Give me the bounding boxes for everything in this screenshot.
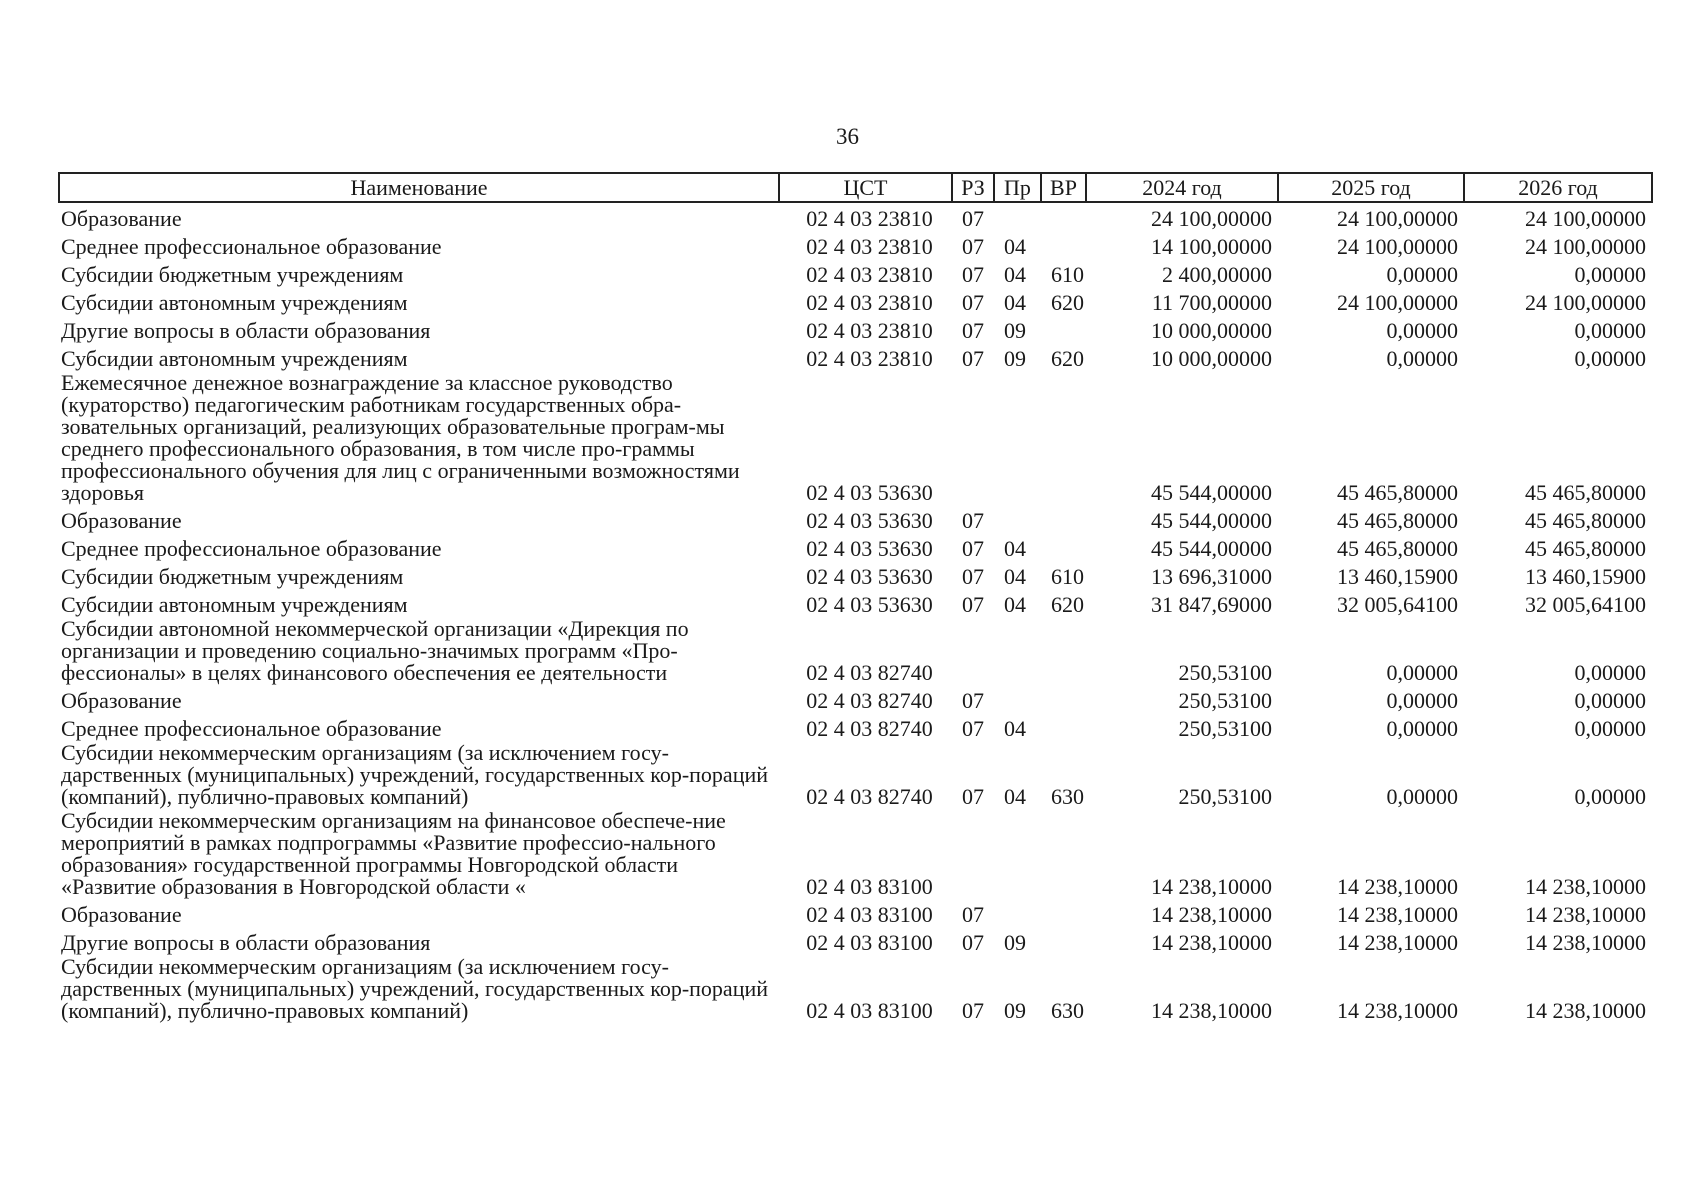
cell-cst: 02 4 03 83100 xyxy=(806,998,933,1023)
cell-2024: 250,53100 xyxy=(1178,660,1272,685)
cell-rz: 07 xyxy=(962,318,984,343)
cell-2026: 45 465,80000 xyxy=(1525,508,1646,533)
cell-2026: 0,00000 xyxy=(1574,784,1646,809)
cell-cst: 02 4 03 23810 xyxy=(806,318,933,343)
table-row xyxy=(59,505,1652,533)
cell-rz xyxy=(952,371,994,505)
cell-2025: 14 238,10000 xyxy=(1337,930,1458,955)
cell-2025: 32 005,64100 xyxy=(1337,592,1458,617)
cell-2025: 13 460,15900 xyxy=(1337,564,1458,589)
cell-2026: 45 465,80000 xyxy=(1525,536,1646,561)
cell-rz xyxy=(952,617,994,685)
cell-2026: 24 100,00000 xyxy=(1525,290,1646,315)
cell-2025: 45 465,80000 xyxy=(1337,508,1458,533)
cell-rz: 07 xyxy=(962,902,984,927)
cell-cst: 02 4 03 53630 xyxy=(806,592,933,617)
cell-rz: 07 xyxy=(962,536,984,561)
cell-2025: 24 100,00000 xyxy=(1337,290,1458,315)
cell-rz: 07 xyxy=(962,346,984,371)
table-row xyxy=(59,259,1652,287)
cell-2024: 2 400,00000 xyxy=(1162,262,1272,287)
cell-2026: 0,00000 xyxy=(1574,346,1646,371)
cell-2026: 0,00000 xyxy=(1574,262,1646,287)
cell-cst: 02 4 03 23810 xyxy=(806,234,933,259)
cell-rz xyxy=(952,809,994,899)
cell-cst: 02 4 03 23810 xyxy=(806,290,933,315)
cell-pr: 04 xyxy=(1004,564,1026,589)
cell-rz: 07 xyxy=(962,688,984,713)
cell-name: Субсидии автономным учреждениям xyxy=(61,592,408,617)
cell-cst: 02 4 03 82740 xyxy=(806,688,933,713)
cell-pr xyxy=(994,809,1041,899)
table-row xyxy=(59,809,1652,899)
cell-vr: 630 xyxy=(1051,998,1084,1023)
cell-name: Образование xyxy=(61,688,182,713)
cell-vr: 620 xyxy=(1051,346,1084,371)
cell-vr: 630 xyxy=(1051,784,1084,809)
header-rz: РЗ xyxy=(952,173,994,202)
table-row xyxy=(59,955,1652,1023)
table-row xyxy=(59,533,1652,561)
cell-rz: 07 xyxy=(962,592,984,617)
cell-2025: 14 238,10000 xyxy=(1337,902,1458,927)
cell-2024: 250,53100 xyxy=(1178,688,1272,713)
cell-2024: 24 100,00000 xyxy=(1151,206,1272,231)
table-row xyxy=(59,231,1652,259)
cell-pr: 04 xyxy=(1004,536,1026,561)
cell-vr: 620 xyxy=(1051,592,1084,617)
cell-2024: 250,53100 xyxy=(1178,716,1272,741)
cell-vr: 620 xyxy=(1051,290,1084,315)
cell-vr xyxy=(1041,713,1086,741)
cell-pr: 04 xyxy=(1004,234,1026,259)
header-pr: Пр xyxy=(994,173,1041,202)
cell-2024: 31 847,69000 xyxy=(1151,592,1272,617)
cell-name: Субсидии бюджетным учреждениям xyxy=(61,564,404,589)
cell-name: Субсидии автономным учреждениям xyxy=(61,346,408,371)
cell-name: Образование xyxy=(61,206,182,231)
cell-2025: 0,00000 xyxy=(1386,688,1458,713)
cell-2026: 14 238,10000 xyxy=(1525,902,1646,927)
cell-pr: 04 xyxy=(1004,716,1026,741)
cell-rz: 07 xyxy=(962,998,984,1023)
cell-cst: 02 4 03 82740 xyxy=(806,716,933,741)
cell-vr: 610 xyxy=(1051,564,1084,589)
cell-2025: 14 238,10000 xyxy=(1337,998,1458,1023)
cell-2024: 14 238,10000 xyxy=(1151,874,1272,899)
cell-cst: 02 4 03 53630 xyxy=(806,480,933,505)
cell-rz: 07 xyxy=(962,234,984,259)
cell-cst: 02 4 03 53630 xyxy=(806,508,933,533)
header-vr: ВР xyxy=(1041,173,1086,202)
cell-name: Субсидии автономной некоммерческой организации «Дирекция по организации и проведению социально-значимых программ «Про-фессионалы» в целях финансового обеспечения ее деятельности xyxy=(61,616,689,685)
cell-2024: 14 238,10000 xyxy=(1151,902,1272,927)
cell-pr: 04 xyxy=(1004,592,1026,617)
table-row xyxy=(59,287,1652,315)
cell-cst: 02 4 03 23810 xyxy=(806,262,933,287)
table-row xyxy=(59,617,1652,685)
cell-rz: 07 xyxy=(962,290,984,315)
cell-2024: 14 238,10000 xyxy=(1151,998,1272,1023)
header-2024: 2024 год xyxy=(1086,173,1278,202)
cell-2026: 24 100,00000 xyxy=(1525,234,1646,259)
cell-2024: 11 700,00000 xyxy=(1151,290,1272,315)
cell-pr: 09 xyxy=(1004,346,1026,371)
cell-2025: 0,00000 xyxy=(1386,784,1458,809)
cell-2025: 0,00000 xyxy=(1386,262,1458,287)
cell-name: Образование xyxy=(61,508,182,533)
cell-rz: 07 xyxy=(962,716,984,741)
cell-vr xyxy=(1041,371,1086,505)
cell-2025: 24 100,00000 xyxy=(1337,234,1458,259)
cell-rz: 07 xyxy=(962,262,984,287)
cell-pr xyxy=(994,371,1041,505)
cell-vr xyxy=(1041,809,1086,899)
cell-2025: 0,00000 xyxy=(1386,660,1458,685)
cell-pr: 04 xyxy=(1004,290,1026,315)
header-2026: 2026 год xyxy=(1464,173,1652,202)
cell-vr xyxy=(1041,231,1086,259)
cell-cst: 02 4 03 82740 xyxy=(806,784,933,809)
header-name: Наименование xyxy=(59,173,779,202)
cell-2026: 14 238,10000 xyxy=(1525,930,1646,955)
cell-name: Другие вопросы в области образования xyxy=(61,930,431,955)
cell-2026: 0,00000 xyxy=(1574,716,1646,741)
cell-vr xyxy=(1041,927,1086,955)
cell-2026: 24 100,00000 xyxy=(1525,206,1646,231)
cell-pr: 09 xyxy=(1004,998,1026,1023)
cell-2026: 0,00000 xyxy=(1574,318,1646,343)
cell-cst: 02 4 03 23810 xyxy=(806,206,933,231)
budget-table xyxy=(58,172,1653,1023)
cell-2025: 45 465,80000 xyxy=(1337,536,1458,561)
table-row xyxy=(59,561,1652,589)
cell-2024: 250,53100 xyxy=(1178,784,1272,809)
cell-2025: 0,00000 xyxy=(1386,318,1458,343)
cell-pr xyxy=(994,617,1041,685)
cell-name: Среднее профессиональное образование xyxy=(61,536,442,561)
cell-vr xyxy=(1041,202,1086,231)
cell-name: Образование xyxy=(61,902,182,927)
cell-cst: 02 4 03 82740 xyxy=(806,660,933,685)
header-cst: ЦСТ xyxy=(779,173,952,202)
table-row xyxy=(59,927,1652,955)
cell-name: Субсидии бюджетным учреждениям xyxy=(61,262,404,287)
cell-vr xyxy=(1041,505,1086,533)
cell-pr xyxy=(994,202,1041,231)
cell-2024: 45 544,00000 xyxy=(1151,508,1272,533)
table-header-row xyxy=(59,173,1652,202)
cell-vr xyxy=(1041,315,1086,343)
cell-name: Субсидии некоммерческим организациям (за исключением госу-дарственных (муниципальных) учреждений, государственных кор-пораций (компаний), публично-правовых компаний) xyxy=(61,740,769,809)
table-row xyxy=(59,315,1652,343)
cell-pr: 04 xyxy=(1004,784,1026,809)
cell-name: Субсидии некоммерческим организациям (за исключением госу-дарственных (муниципальных) учреждений, государственных кор-пораций (компаний), публично-правовых компаний) xyxy=(61,954,769,1023)
cell-vr xyxy=(1041,533,1086,561)
table-row xyxy=(59,713,1652,741)
header-2025: 2025 год xyxy=(1278,173,1464,202)
cell-2026: 14 238,10000 xyxy=(1525,998,1646,1023)
cell-name: Субсидии автономным учреждениям xyxy=(61,290,408,315)
table-row xyxy=(59,371,1652,505)
cell-rz: 07 xyxy=(962,508,984,533)
table-row xyxy=(59,741,1652,809)
cell-2024: 14 100,00000 xyxy=(1151,234,1272,259)
cell-rz: 07 xyxy=(962,930,984,955)
cell-2025: 45 465,80000 xyxy=(1337,480,1458,505)
cell-name: Среднее профессиональное образование xyxy=(61,716,442,741)
cell-vr xyxy=(1041,899,1086,927)
table-row xyxy=(59,202,1652,231)
cell-2024: 10 000,00000 xyxy=(1151,346,1272,371)
cell-rz: 07 xyxy=(962,784,984,809)
cell-2026: 13 460,15900 xyxy=(1525,564,1646,589)
cell-2026: 45 465,80000 xyxy=(1525,480,1646,505)
cell-2025: 24 100,00000 xyxy=(1337,206,1458,231)
cell-2024: 45 544,00000 xyxy=(1151,536,1272,561)
cell-cst: 02 4 03 83100 xyxy=(806,874,933,899)
table-row xyxy=(59,343,1652,371)
cell-cst: 02 4 03 53630 xyxy=(806,536,933,561)
cell-2026: 0,00000 xyxy=(1574,660,1646,685)
cell-cst: 02 4 03 83100 xyxy=(806,902,933,927)
cell-cst: 02 4 03 53630 xyxy=(806,564,933,589)
cell-cst: 02 4 03 83100 xyxy=(806,930,933,955)
table-row xyxy=(59,589,1652,617)
cell-rz: 07 xyxy=(962,564,984,589)
cell-cst: 02 4 03 23810 xyxy=(806,346,933,371)
page-number: 36 xyxy=(836,124,859,149)
table-row xyxy=(59,899,1652,927)
cell-name: Другие вопросы в области образования xyxy=(61,318,431,343)
cell-2024: 45 544,00000 xyxy=(1151,480,1272,505)
cell-name: Ежемесячное денежное вознаграждение за классное руководство (кураторство) педагогическим работникам государственных обра-зовательных организаций, реализующих образовательные програм-мы среднего профессионального образования, в том числе про-граммы профессионального обучения для лиц с ограниченными возможностями здоровья xyxy=(61,370,740,505)
cell-pr xyxy=(994,899,1041,927)
cell-pr: 09 xyxy=(1004,930,1026,955)
cell-name: Субсидии некоммерческим организациям на финансовое обеспече-ние мероприятий в рамках подпрограммы «Развитие профессио-нального образования» государственной программы Новгородской области «Развитие образования в Новгородской области « xyxy=(61,808,726,899)
cell-vr: 610 xyxy=(1051,262,1084,287)
cell-2025: 0,00000 xyxy=(1386,346,1458,371)
table-row xyxy=(59,685,1652,713)
cell-pr xyxy=(994,685,1041,713)
cell-pr: 04 xyxy=(1004,262,1026,287)
cell-2025: 14 238,10000 xyxy=(1337,874,1458,899)
cell-pr xyxy=(994,505,1041,533)
cell-name: Среднее профессиональное образование xyxy=(61,234,442,259)
cell-2025: 0,00000 xyxy=(1386,716,1458,741)
cell-vr xyxy=(1041,617,1086,685)
cell-2026: 14 238,10000 xyxy=(1525,874,1646,899)
cell-pr: 09 xyxy=(1004,318,1026,343)
cell-2026: 32 005,64100 xyxy=(1525,592,1646,617)
cell-2024: 10 000,00000 xyxy=(1151,318,1272,343)
cell-vr xyxy=(1041,685,1086,713)
cell-rz: 07 xyxy=(962,206,984,231)
cell-2026: 0,00000 xyxy=(1574,688,1646,713)
cell-2024: 14 238,10000 xyxy=(1151,930,1272,955)
cell-2024: 13 696,31000 xyxy=(1151,564,1272,589)
